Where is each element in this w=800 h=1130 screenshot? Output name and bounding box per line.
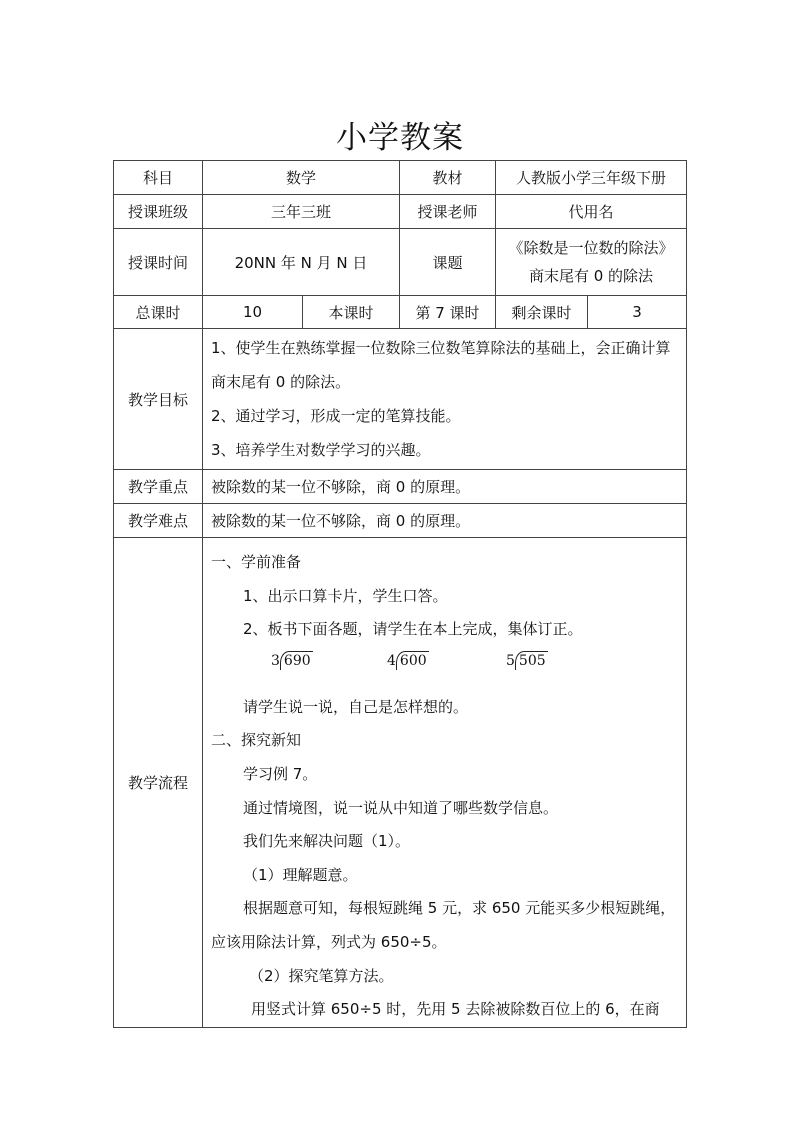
- flow-step-board: 2、板书下面各题，请学生在本上完成，集体订正。: [243, 620, 583, 639]
- division-problem: [506, 651, 548, 670]
- topic-line1: 《除数是一位数的除法》: [508, 239, 674, 257]
- goals-label: 教学目标: [114, 329, 203, 470]
- divisor: 4: [387, 652, 396, 669]
- current-hour-label: 本课时: [303, 296, 400, 329]
- goal-2: 2、通过学习，形成一定的笔算技能。: [211, 407, 461, 425]
- flow-analysis-b: 应该用除法计算，列式为 650÷5。: [211, 932, 447, 951]
- teacher-value: 代用名: [496, 195, 687, 229]
- flow-step-oral: 1、出示口算卡片，学生口答。: [243, 586, 448, 605]
- key-point-label: 教学重点: [114, 470, 203, 504]
- topic-line2: 商末尾有 0 的除法: [528, 267, 654, 285]
- current-hour-value: 第 7 课时: [400, 296, 496, 329]
- division-problem: [271, 651, 313, 670]
- time-label: 授课时间: [114, 229, 203, 296]
- row-goals: [114, 329, 687, 470]
- flow-scenario: 通过情境图，说一说从中知道了哪些数学信息。: [243, 798, 559, 817]
- flow-example: 学习例 7。: [243, 764, 318, 783]
- topic-value: [496, 229, 687, 296]
- flow-problem-1: 我们先来解决问题（1）。: [243, 832, 411, 851]
- dividend: 600: [396, 651, 429, 670]
- goals-content: [203, 329, 687, 470]
- dividend: 690: [280, 651, 313, 670]
- total-hours-value: 10: [203, 296, 303, 329]
- flow-understand: （1）理解题意。: [243, 865, 358, 884]
- flow-student-explain: 请学生说一说，自己是怎样想的。: [243, 697, 469, 716]
- lesson-plan-table: [113, 160, 687, 1028]
- time-value: 20NN 年 N 月 N 日: [203, 229, 400, 296]
- division-problems: [211, 647, 680, 691]
- row-hours: [114, 296, 687, 329]
- total-hours-label: 总课时: [114, 296, 203, 329]
- flow-vertical-calc: 用竖式计算 650÷5 时，先用 5 去除被除数百位上的 6，在商: [251, 1000, 660, 1019]
- flow-label: 教学流程: [114, 538, 203, 1028]
- topic-label: 课题: [400, 229, 496, 296]
- textbook-label: 教材: [400, 161, 496, 195]
- row-time: [114, 229, 687, 296]
- flow-method: （2）探究笔算方法。: [249, 966, 394, 985]
- row-flow: [114, 538, 687, 1028]
- division-problem: [387, 651, 429, 670]
- remaining-hours-label: 剩余课时: [496, 296, 588, 329]
- key-point-text: 被除数的某一位不够除，商 0 的原理。: [203, 470, 687, 504]
- subject-label: 科目: [114, 161, 203, 195]
- goal-3: 3、培养学生对数学学习的兴趣。: [211, 441, 431, 459]
- flow-content: [203, 538, 687, 1028]
- flow-section-2: 二、探究新知: [211, 731, 302, 750]
- flow-section-1: 一、学前准备: [211, 553, 302, 571]
- row-key-point: [114, 470, 687, 504]
- divisor: 3: [271, 652, 280, 669]
- difficulty-text: 被除数的某一位不够除，商 0 的原理。: [203, 504, 687, 538]
- remaining-hours-value: 3: [588, 296, 687, 329]
- row-subject: [114, 161, 687, 195]
- row-class: [114, 195, 687, 229]
- textbook-value: 人教版小学三年级下册: [496, 161, 687, 195]
- teacher-label: 授课老师: [400, 195, 496, 229]
- flow-analysis-a: 根据题意可知，每根短跳绳 5 元，求 650 元能买多少根短跳绳，: [243, 899, 676, 918]
- subject-value: 数学: [203, 161, 400, 195]
- row-difficulty: [114, 504, 687, 538]
- difficulty-label: 教学难点: [114, 504, 203, 538]
- class-label: 授课班级: [114, 195, 203, 229]
- divisor: 5: [506, 652, 515, 669]
- class-value: 三年三班: [203, 195, 400, 229]
- page-title: 小学教案: [336, 120, 464, 156]
- goal-1: 1、使学生在熟练掌握一位数除三位数笔算除法的基础上，会正确计算商末尾有 0 的除法。: [211, 339, 671, 391]
- dividend: 505: [515, 651, 548, 670]
